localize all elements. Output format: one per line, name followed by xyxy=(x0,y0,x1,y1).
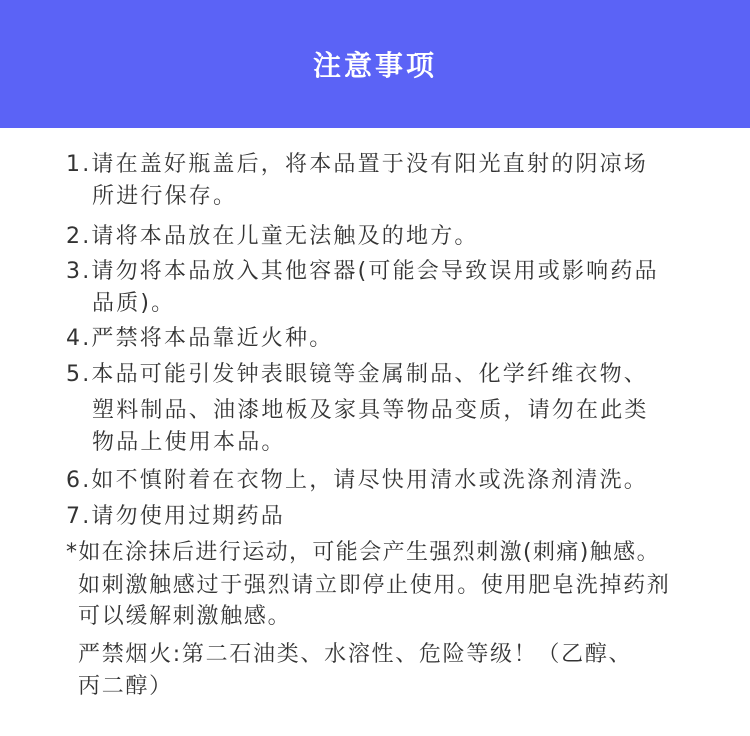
note-2-line-1: 2.请将本品放在儿童无法触及的地方。 xyxy=(66,224,479,249)
note-3-line-1: 3.请勿将本品放入其他容器(可能会导致误用或影响药品 xyxy=(66,259,659,284)
note-4-line-1: 4.严禁将本品靠近火种。 xyxy=(66,326,334,351)
note-1-line-1: 1.请在盖好瓶盖后，将本品置于没有阳光直射的阴凉场 xyxy=(66,152,648,177)
header-bar xyxy=(0,0,750,128)
caution-line-1: *如在涂抹后进行运动，可能会产生强烈刺激(刺痛)触感。 xyxy=(66,540,660,565)
note-5-line-2: 塑料制品、油漆地板及家具等物品变质，请勿在此类 xyxy=(92,398,649,423)
hazard-line-2: 丙二醇） xyxy=(78,674,173,699)
note-1-line-2: 所进行保存。 xyxy=(92,184,238,209)
note-6-line-1: 6.如不慎附着在衣物上，请尽快用清水或洗涤剂清洗。 xyxy=(66,468,648,493)
page-title: 注意事项 xyxy=(312,49,437,82)
note-7-line-1: 7.请勿使用过期药品 xyxy=(66,504,285,529)
note-3-line-2: 品质)。 xyxy=(92,291,176,316)
caution-line-2: 如刺激触感过于强烈请立即停止使用。使用肥皂洗掉药剂 xyxy=(78,573,671,598)
note-5-line-1: 5.本品可能引发钟表眼镜等金属制品、化学纤维衣物、 xyxy=(66,362,648,387)
note-5-line-3: 物品上使用本品。 xyxy=(92,430,286,455)
notes-content xyxy=(0,128,750,736)
hazard-line-1: 严禁烟火:第二石油类、水溶性、危险等级！（乙醇、 xyxy=(78,642,633,667)
caution-line-3: 可以缓解刺激触感。 xyxy=(78,604,292,629)
